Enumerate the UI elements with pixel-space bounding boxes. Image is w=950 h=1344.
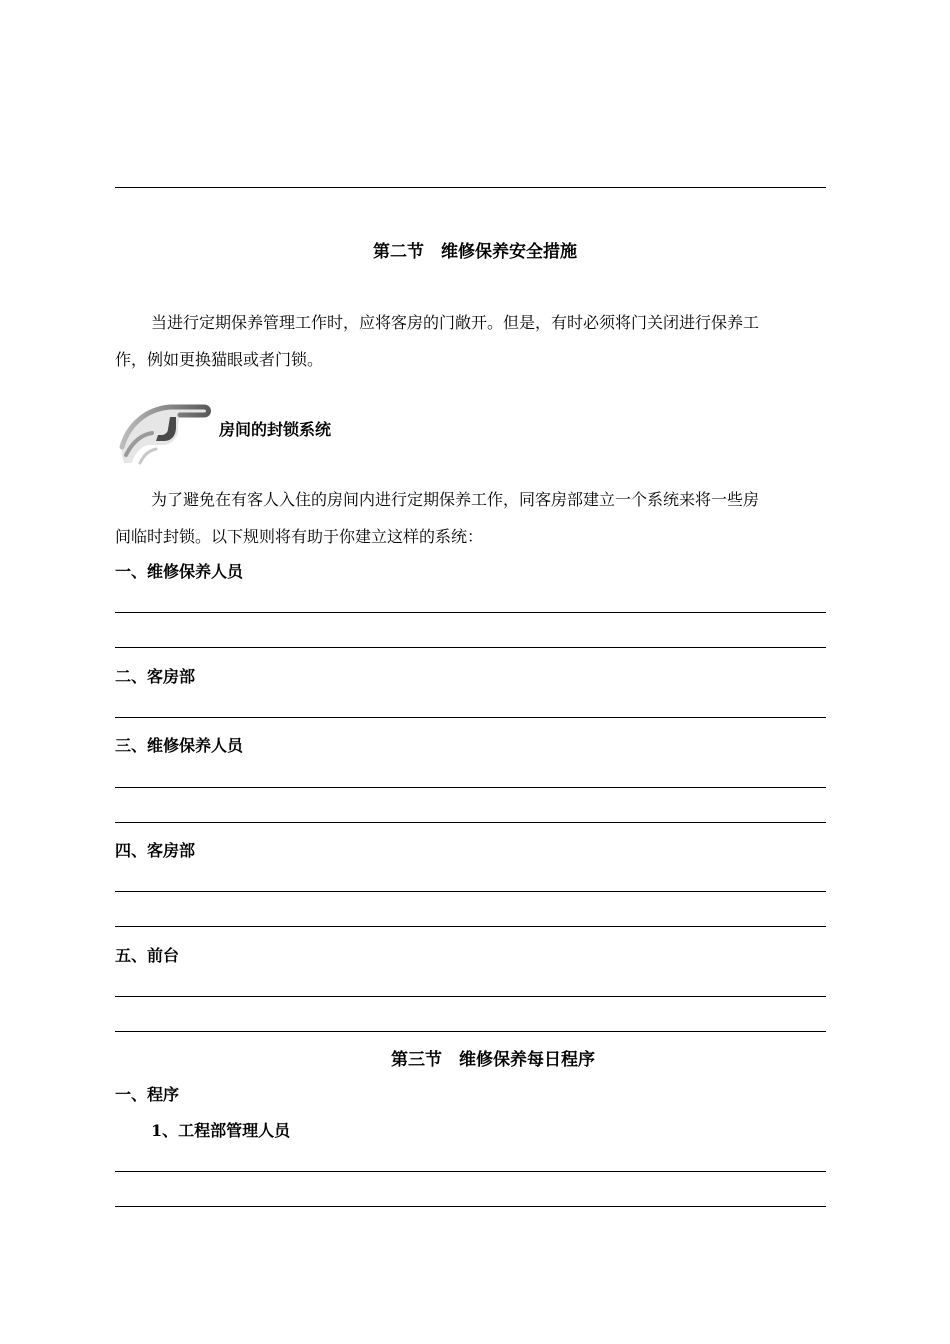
procedure-heading: 一、程序 <box>115 1085 180 1104</box>
fill-line <box>115 1031 826 1032</box>
paragraph-1-line-1: 当进行定期保养管理工作时，应将客房的门敞开。但是，有时必须将门关闭进行保养工 <box>151 313 760 332</box>
pointing-hand-icon <box>118 403 214 467</box>
fill-line <box>115 996 826 997</box>
callout-title: 房间的封锁系统 <box>219 420 332 439</box>
section-3-title: 第三节 维修保养每日程序 <box>391 1050 595 1070</box>
fill-line <box>115 1171 826 1172</box>
item-3-label: 三、维修保养人员 <box>115 736 244 755</box>
item-2-label: 二、客房部 <box>115 667 196 686</box>
header-rule <box>115 187 826 188</box>
paragraph-1-line-2: 作，例如更换猫眼或者门锁。 <box>115 350 324 369</box>
paragraph-2-line-2: 间临时封锁。以下规则将有助于你建立这样的系统： <box>115 527 484 546</box>
fill-line <box>115 822 826 823</box>
section-2-title: 第二节 维修保养安全措施 <box>373 242 577 262</box>
fill-line <box>115 1206 826 1207</box>
fill-line <box>115 647 826 648</box>
fill-line <box>115 717 826 718</box>
item-5-label: 五、前台 <box>115 946 180 965</box>
fill-line <box>115 926 826 927</box>
fill-line <box>115 612 826 613</box>
paragraph-2-line-1: 为了避免在有客人入住的房间内进行定期保养工作，同客房部建立一个系统来将一些房 <box>151 490 760 509</box>
item-1-label: 一、维修保养人员 <box>115 562 244 581</box>
fill-line <box>115 891 826 892</box>
procedure-item-1: 1、工程部管理人员 <box>151 1121 291 1140</box>
fill-line <box>115 787 826 788</box>
item-4-label: 四、客房部 <box>115 841 196 860</box>
